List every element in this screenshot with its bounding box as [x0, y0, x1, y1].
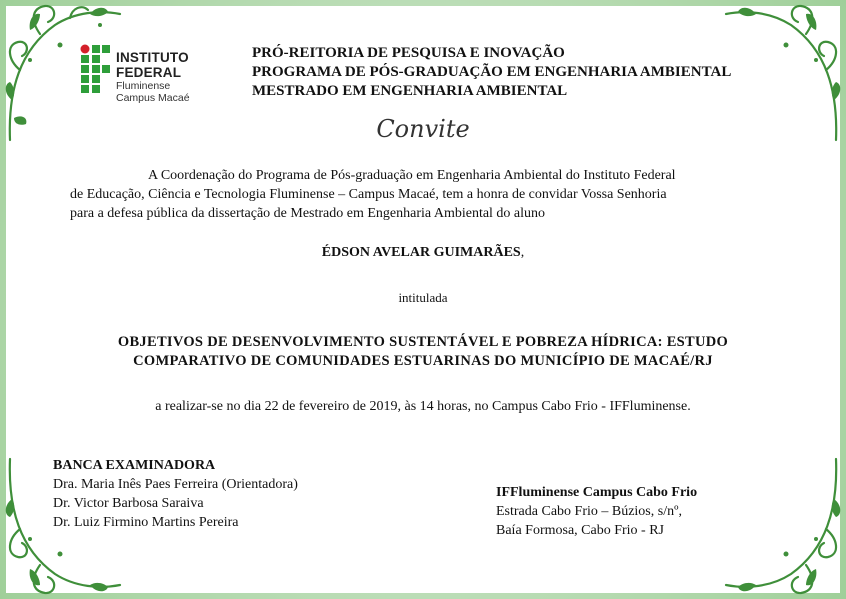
address-block: [496, 483, 697, 540]
invitation-title: Convite: [376, 115, 470, 143]
address-line-2: Baía Formosa, Cabo Frio - RJ: [496, 523, 664, 538]
header-line-1: PRÓ-REITORIA DE PESQUISA E INOVAÇÃO: [252, 45, 565, 61]
dissertation-title: [0, 333, 846, 371]
date-line: a realizar-se no dia 22 de fevereiro de 2019, às 14 horas, no Campus Cabo Frio - IFFluminense.: [155, 399, 691, 414]
student-suffix: ,: [520, 245, 525, 260]
logo-name: INSTITUTO FEDERAL: [116, 50, 189, 80]
committee-block: [53, 456, 298, 532]
address-line-1: Estrada Cabo Frio – Búzios, s/nº,: [496, 504, 682, 519]
intro-paragraph: [70, 166, 780, 223]
intitulada-label: intitulada: [398, 290, 448, 305]
committee-member: Dr. Victor Barbosa Saraiva: [53, 496, 204, 511]
intro-line-1: A Coordenação do Programa de Pós-graduação em Engenharia Ambiental do Instituto Federal: [148, 168, 676, 183]
committee-heading: BANCA EXAMINADORA: [53, 458, 216, 473]
address-heading: IFFluminense Campus Cabo Frio: [496, 485, 698, 500]
committee-member: Dra. Maria Inês Paes Ferreira (Orientadora): [53, 477, 298, 492]
student-name: ÉDSON AVELAR GUIMARÃES: [321, 245, 521, 260]
student-line: [0, 245, 846, 261]
title-line-1: OBJETIVOS DE DESENVOLVIMENTO SUSTENTÁVEL E POBREZA HÍDRICA: ESTUDO: [117, 334, 729, 350]
title-line-2: COMPARATIVO DE COMUNIDADES ESTUARINAS DO MUNICÍPIO DE MACAÉ/RJ: [133, 353, 713, 369]
committee-member: Dr. Luiz Firmino Martins Pereira: [53, 515, 239, 530]
if-logo-grid-icon: [80, 44, 110, 94]
intro-line-2: de Educação, Ciência e Tecnologia Fluminense – Campus Macaé, tem a honra de convidar Vossa Senhoria: [70, 187, 667, 202]
intro-line-3: para a defesa pública da dissertação de Mestrado em Engenharia Ambiental do aluno: [70, 206, 546, 221]
logo-sub-1: Fluminense: [116, 80, 171, 92]
header-line-3: MESTRADO EM ENGENHARIA AMBIENTAL: [252, 83, 568, 99]
institution-logo: [80, 44, 250, 104]
header-line-2: PROGRAMA DE PÓS-GRADUAÇÃO EM ENGENHARIA AMBIENTAL: [252, 64, 732, 80]
header-block: [252, 44, 731, 101]
floral-corner-icon: [716, 449, 846, 599]
logo-sub-2: Campus Macaé: [116, 92, 190, 104]
